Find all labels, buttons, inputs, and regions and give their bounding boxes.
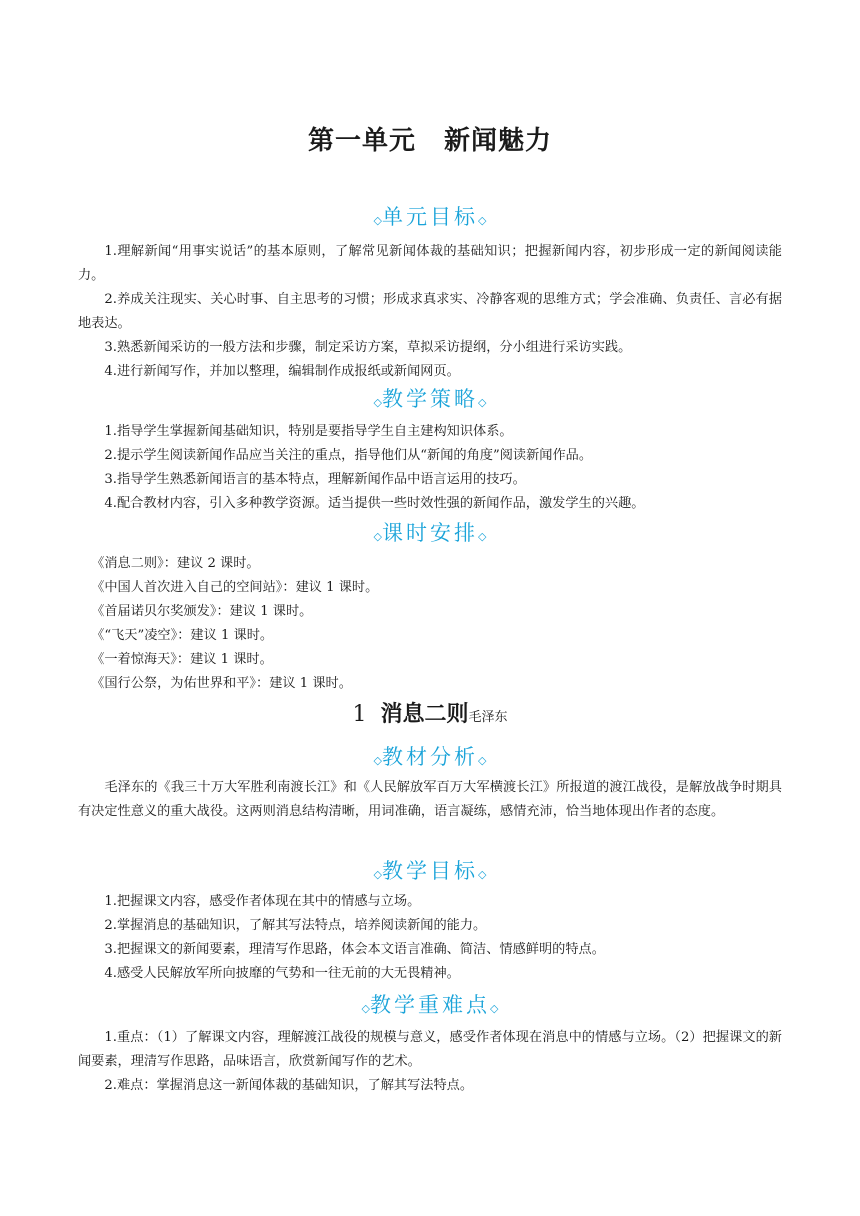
schedule-list [78,552,782,696]
list-item: 1.指导学生掌握新闻基础知识，特别是要指导学生自主建构知识体系。 [104,424,513,439]
list-item: 4.感受人民解放军所向披靡的气势和一往无前的大无畏精神。 [104,966,460,981]
goals-list [78,240,782,384]
list-item: 3.指导学生熟悉新闻语言的基本特点，理解新闻作品中语言运用的技巧。 [104,472,526,487]
list-item: 2.难点：掌握消息这一新闻体裁的基础知识，了解其写法特点。 [104,1078,474,1093]
list-item: 1.重点：（1）了解课文内容，理解渡江战役的规模与意义，感受作者体现在消息中的情感与立场。（2）把握课文的新闻要素，理清写作思路，品味语言，欣赏新闻写作的艺术。 [78,1030,782,1069]
section-heading-schedule: ◇课时安排◇ [373,521,487,545]
list-item: 《一着惊海天》：建议 1 课时。 [91,652,273,667]
list-item: 1.理解新闻“用事实说话”的基本原则，了解常见新闻体裁的基础知识；把握新闻内容，初步形成一定的新闻阅读能力。 [78,244,782,283]
diamond-icon: ◇ [478,753,487,767]
list-item: 3.熟悉新闻采访的一般方法和步骤，制定采访方案，草拟采访提纲，分小组进行采访实践。 [104,340,632,355]
diamond-icon: ◇ [373,753,382,767]
diamond-icon: ◇ [373,867,382,881]
diamond-icon: ◇ [373,529,382,543]
list-item: 《国行公祭，为佑世界和平》：建议 1 课时。 [91,676,352,691]
lesson-title: 1 消息二则毛泽东 [352,702,508,727]
section-heading-strategy: ◇教学策略◇ [373,387,487,411]
paragraph: 毛泽东的《我三十万大军胜利南渡长江》和《人民解放军百万大军横渡长江》所报道的渡江战役，是解放战争时期具有决定性意义的重大战役。这两则消息结构清晰，用词准确，语言凝练，感情充沛，恰当地体现出作者的态度。 [78,780,782,819]
diamond-icon: ◇ [361,1001,370,1015]
unit-title: 第一单元 新闻魅力 [307,126,553,156]
list-item: 4.配合教材内容，引入多种教学资源。适当提供一些时效性强的新闻作品，激发学生的兴趣。 [104,496,645,511]
list-item: 2.养成关注现实、关心时事、自主思考的习惯；形成求真求实、冷静客观的思维方式；学会准确、负责任、言必有据地表达。 [78,292,782,331]
list-item: 1.把握课文内容，感受作者体现在其中的情感与立场。 [104,894,421,909]
key-points-list [78,1026,782,1098]
list-item: 《消息二则》：建议 2 课时。 [91,556,260,571]
section-heading-analysis: ◇教材分析◇ [373,745,487,769]
strategy-list [78,420,782,516]
list-item: 《中国人首次进入自己的空间站》：建议 1 课时。 [91,580,379,595]
list-item: 2.掌握消息的基础知识，了解其写法特点，培养阅读新闻的能力。 [104,918,487,933]
diamond-icon: ◇ [490,1001,499,1015]
list-item: 4.进行新闻写作，并加以整理，编辑制作成报纸或新闻网页。 [104,364,460,379]
list-item: 3.把握课文的新闻要素，理清写作思路，体会本文语言准确、简洁、情感鲜明的特点。 [104,942,605,957]
diamond-icon: ◇ [478,395,487,409]
diamond-icon: ◇ [478,529,487,543]
section-heading-goals: ◇单元目标◇ [373,205,487,229]
list-item: 《“飞天”凌空》：建议 1 课时。 [91,628,274,643]
lesson-author: 毛泽东 [468,710,508,725]
diamond-icon: ◇ [478,867,487,881]
list-item: 《首届诺贝尔奖颁发》：建议 1 课时。 [91,604,313,619]
section-heading-objectives: ◇教学目标◇ [373,859,487,883]
diamond-icon: ◇ [373,395,382,409]
analysis-text [78,776,782,824]
section-heading-key-points: ◇教学重难点◇ [361,993,499,1017]
list-item: 2.提示学生阅读新闻作品应当关注的重点，指导他们从“新闻的角度”阅读新闻作品。 [104,448,593,463]
objectives-list [78,890,782,986]
diamond-icon: ◇ [478,213,487,227]
diamond-icon: ◇ [373,213,382,227]
